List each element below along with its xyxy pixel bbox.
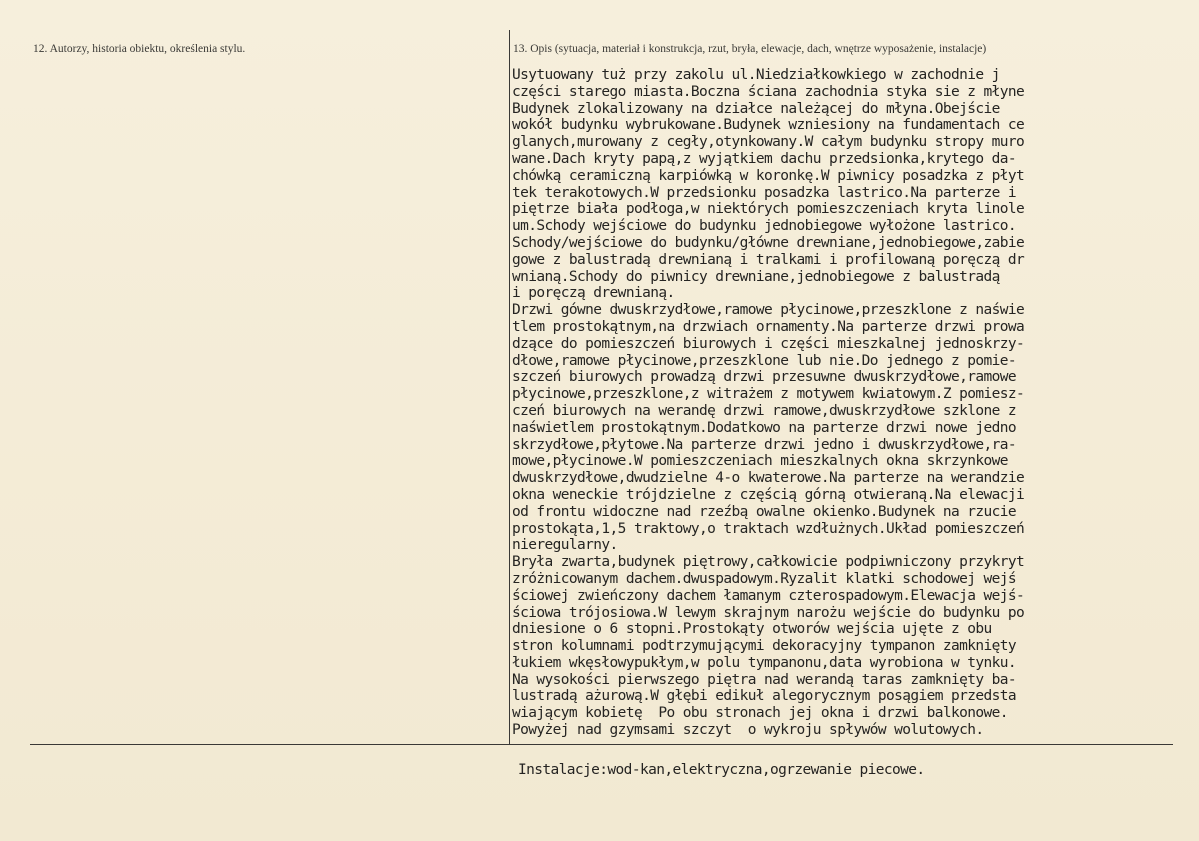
typed-line: Powyżej nad gzymsami szczyt o wykroju spływów wolutowych.	[512, 722, 984, 739]
typed-line: części starego miasta.Boczna ściana zachodnia styka sie z młyne	[512, 83, 1025, 100]
typed-line: dwuskrzydłowe,dwudzielne 4-o kwaterowe.Na parterze na werandzie	[512, 470, 1025, 487]
typed-line: wane.Dach kryty papą,z wyjątkiem dachu przedsionka,krytego da-	[512, 150, 1017, 167]
typed-line: wiającym kobietę Po obu stronach jej okna i drzwi balkonowe.	[512, 705, 1008, 722]
typed-line: Usytuowany tuż przy zakolu ul.Niedziałkowkiego w zachodnie j	[512, 67, 1000, 83]
typed-line: mowe,płycinowe.W pomieszczeniach mieszkalnych okna skrzynkowe	[512, 453, 1008, 470]
typed-line: zróżnicowanym dachem.dwuspadowym.Ryzalit klatki schodowej wejś	[512, 570, 1017, 587]
typed-line: dzące do pomieszczeń biurowych i części mieszkalnej jednoskrzy-	[512, 335, 1025, 352]
typed-line: chówką ceramiczną karpiówką w koronkę.W piwnicy posadzka z płyt	[512, 167, 1025, 184]
typed-line: tek terakotowych.W przedsionku posadzka lastrico.Na parterze i	[512, 184, 1017, 201]
typed-line: stron kolumnami podtrzymującymi dekoracyjny tympanon zamknięty	[512, 638, 1017, 655]
column-divider	[509, 30, 510, 745]
typed-line: płycinowe,przeszklone,z witrażem z motywem kwiatowym.Z pomiesz-	[512, 386, 1025, 403]
typed-description	[512, 67, 1182, 739]
typed-line: dłowe,ramowe płycinowe,przeszklone lub nie.Do jednego z pomie-	[512, 352, 1017, 369]
typed-line: dniesione o 6 stopni.Prostokąty otworów wejścia ujęte z obu	[512, 621, 992, 638]
typed-line: szczeń biurowych prowadzą drzwi przesuwne dwuskrzydłowe,ramowe	[512, 369, 1017, 386]
typed-line: łukiem wkęsłowypukłym,w polu tympanonu,data wyrobiona w tynku.	[512, 654, 1017, 671]
typed-line: okna weneckie trójdzielne z częścią górną otwieraną.Na elewacji	[512, 486, 1025, 503]
typed-line: wokół budynku wybrukowane.Budynek wzniesiony na fundamentach ce	[512, 117, 1025, 134]
typed-line: piętrze biała podłoga,w niektórych pomieszczeniach kryta linole	[512, 201, 1025, 218]
typed-line: lustradą ażurową.W głębi edikuł alegorycznym posągiem przedsta	[512, 688, 1017, 705]
typed-line: skrzydłowe,płytowe.Na parterze drzwi jedno i dwuskrzydłowe,ra-	[512, 436, 1017, 453]
typed-line: ściowej zwieńczony dachem łamanym czterospadowym.Elewacja wejś-	[512, 587, 1025, 604]
typed-line: i poręczą drewnianą.	[512, 285, 675, 302]
bottom-rule	[30, 744, 1173, 745]
typed-line: Schody/wejściowe do budynku/główne drewniane,jednobiegowe,zabie	[512, 234, 1025, 251]
typed-line: Budynek zlokalizowany na działce należącej do młyna.Obejście	[512, 100, 1000, 117]
installations-line: Instalacje:wod-kan,elektryczna,ogrzewanie piecowe.	[518, 762, 925, 778]
section-13-header: 13. Opis (sytuacja, materiał i konstrukcja, rzut, bryła, elewacje, dach, wnętrze wyposażenie, instalacje)	[513, 43, 987, 55]
typed-line: nieregularny.	[512, 537, 618, 554]
typed-line: um.Schody wejściowe do budynku jednobiegowe wyłożone lastrico.	[512, 218, 1017, 235]
typed-line: tlem prostokątnym,na drzwiach ornamenty.Na parterze drzwi prowa	[512, 318, 1025, 335]
typed-line: czeń biurowych na werandę drzwi ramowe,dwuskrzydłowe szklone z	[512, 402, 1017, 419]
typed-line: Drzwi gówne dwuskrzydłowe,ramowe płycinowe,przeszklone z naświe	[512, 302, 1025, 319]
typed-line: glanych,murowany z cegły,otynkowany.W całym budynku stropy muro	[512, 134, 1025, 151]
section-12-header: 12. Autorzy, historia obiektu, określenia stylu.	[33, 43, 246, 55]
typed-line: prostokąta,1,5 traktowy,o traktach wzdłużnych.Układ pomieszczeń	[512, 520, 1025, 537]
typed-line: od frontu widoczne nad rzeźbą owalne okienko.Budynek na rzucie	[512, 503, 1017, 520]
typed-line: gowe z balustradą drewnianą i tralkami i profilowaną poręczą dr	[512, 251, 1025, 268]
typed-line: Bryła zwarta,budynek piętrowy,całkowicie podpiwniczony przykryt	[512, 554, 1025, 571]
typed-line: naświetlem prostokątnym.Dodatkowo na parterze drzwi nowe jedno	[512, 419, 1017, 436]
typed-line: ściowa trójosiowa.W lewym skrajnym narożu wejście do budynku po	[512, 604, 1025, 621]
typed-line: Na wysokości pierwszego piętra nad werandą taras zamknięty ba-	[512, 671, 1017, 688]
typed-line: wnianą.Schody do piwnicy drewniane,jednobiegowe z balustradą	[512, 268, 1000, 285]
